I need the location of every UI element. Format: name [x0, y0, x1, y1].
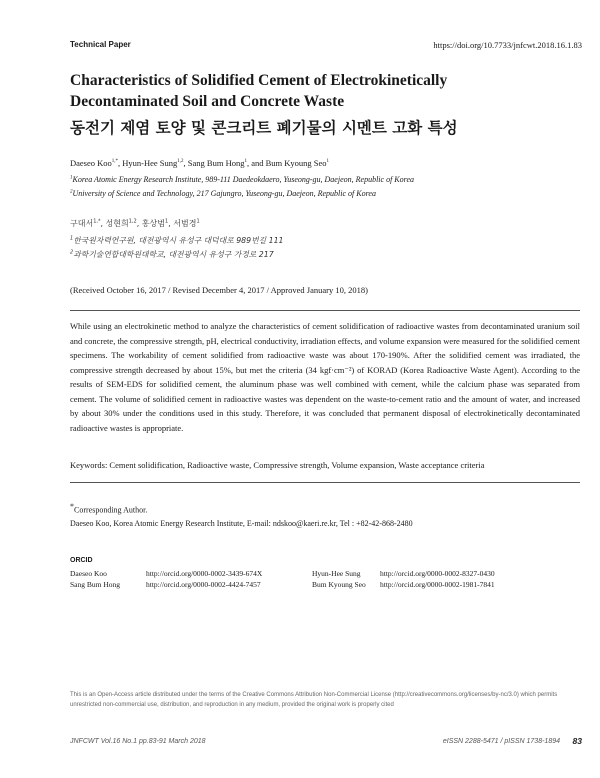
author-name: , 서범경 [168, 219, 197, 228]
issn: eISSN 2288-5471 / pISSN 1738-1894 [442, 738, 560, 745]
corresponding-author [70, 500, 413, 530]
authors-korean [70, 218, 200, 229]
author-name: , 홍상범 [136, 219, 165, 228]
section-label: Technical Paper [70, 40, 131, 49]
abstract: While using an electrokinetic method to analyze the characteristics of cement solidification of radioactive wastes from decontaminated uranium soil and concrete, the compressive strength, pH, electrical conductivity, irradiation effects, and volume expansion were measured for the solidified cement specimens. The workability of cement solidified from radioactive waste was about 170-190%. After the solidified cement was irradiated, the compressive strength decreased by about 15%, but met the criteria (34 kgf·cm⁻²) of KORAD (Korea Radioactive Waste Agent). According to the results of SEM-EDS for solidified cement, the aluminum phase was well combined with cement, while the calcium phase was separated from cement. The volume of solidified cement in radioactive wastes was dependent on the waste-to-cement ratio and the amount of water, and increased by about 30% under the conditions used in this study. Therefore, it was concluded that permanent disposal of electrokinetically decontaminated radioactive wastes is appropriate. [70, 321, 580, 433]
affiliation-text: University of Science and Technology, 217 Gajungro, Yuseong-gu, Daejeon, Republic of Korea [72, 189, 376, 198]
author-name: , 성현희 [100, 219, 129, 228]
doi-link[interactable]: https://doi.org/10.7733/jnfcwt.2018.16.1.83 [433, 40, 582, 50]
author-sup: 1,2 [128, 218, 137, 225]
divider [70, 482, 580, 483]
affiliation-text: 과학기술연합대학원대학교, 대전광역시 유성구 가정로 217 [73, 250, 274, 259]
title-korean: 동전기 제염 토양 및 콘크리트 폐기물의 시멘트 고화 특성 [70, 119, 458, 137]
corresponding-label: Corresponding Author. [74, 505, 148, 515]
affiliation-korean [70, 235, 284, 246]
authors-english [70, 158, 329, 168]
author-sup: 1 [196, 218, 200, 225]
orcid-author: Daeseo Koo [70, 569, 107, 578]
orcid-link[interactable]: http://orcid.org/0000-0002-3439-674X [146, 569, 263, 578]
corresponding-detail: Daeseo Koo, Korea Atomic Energy Research Institute, E-mail: ndskoo@kaeri.re.kr, Tel : +82-42-868-2480 [70, 518, 413, 528]
author-name: Daeseo Koo [70, 158, 112, 168]
author-sup: 1,2 [177, 159, 184, 165]
orcid-title: ORCID [70, 557, 93, 564]
affiliation-sup: 2 [70, 189, 73, 195]
license-notice: This is an Open-Access article distributed under the terms of the Creative Commons Attribution Non-Commercial License (http://creativecommons.org/licenses/by-nc/3.0) which permits unrestricted non-commercial use, distribution, and reproduction in any medium, provided the original work is properly cited [70, 692, 558, 708]
author-name: , Hyun-Hee Sung [118, 158, 178, 168]
orcid-link[interactable]: http://orcid.org/0000-0002-4424-7457 [146, 580, 261, 589]
title-english: Characteristics of Solidified Cement of Electrokinetically Decontaminated Soil and Concrete Waste [70, 72, 448, 110]
orcid-author: Bum Kyoung Seo [312, 580, 366, 589]
affiliation-text: Korea Atomic Energy Research Institute, 989-111 Daedeokdaero, Yuseong-gu, Daejeon, Republic of Korea [72, 175, 414, 184]
orcid-author: Sang Bum Hong [70, 580, 121, 589]
affiliation-sup: 2 [70, 249, 74, 256]
author-sup: 1 [244, 159, 247, 165]
author-sup: 1,* [93, 218, 101, 225]
affiliation-text: 한국원자력연구원, 대전광역시 유성구 대덕대로 989번길 111 [73, 236, 284, 245]
orcid-link[interactable]: http://orcid.org/0000-0002-1981-7841 [380, 580, 495, 589]
author-name: , and Bum Kyoung Seo [246, 158, 327, 168]
author-name: , Sang Bum Hong [183, 158, 245, 168]
page-number: 83 [572, 736, 582, 746]
affiliation-sup: 1 [70, 175, 73, 181]
author-sup: 1 [326, 159, 330, 165]
affiliation-english [70, 175, 414, 184]
corresponding-mark: * [70, 502, 74, 511]
affiliation-sup: 1 [70, 235, 74, 242]
divider [70, 310, 580, 311]
affiliation-korean [70, 249, 274, 260]
author-name: 구대서 [70, 219, 94, 228]
author-sup: 1 [164, 218, 169, 225]
orcid-author: Hyun-Hee Sung [312, 569, 361, 578]
journal-citation: JNFCWT Vol.16 No.1 pp.83-91 March 2018 [70, 738, 206, 745]
orcid-link[interactable]: http://orcid.org/0000-0002-8327-0430 [380, 569, 495, 578]
affiliation-english [70, 189, 376, 198]
author-sup: 1,* [111, 159, 119, 165]
received-dates: (Received October 16, 2017 / Revised December 4, 2017 / Approved January 10, 2018) [70, 285, 368, 295]
keywords: Keywords: Cement solidification, Radioactive waste, Compressive strength, Volume expansion, Waste acceptance criteria [70, 460, 485, 470]
